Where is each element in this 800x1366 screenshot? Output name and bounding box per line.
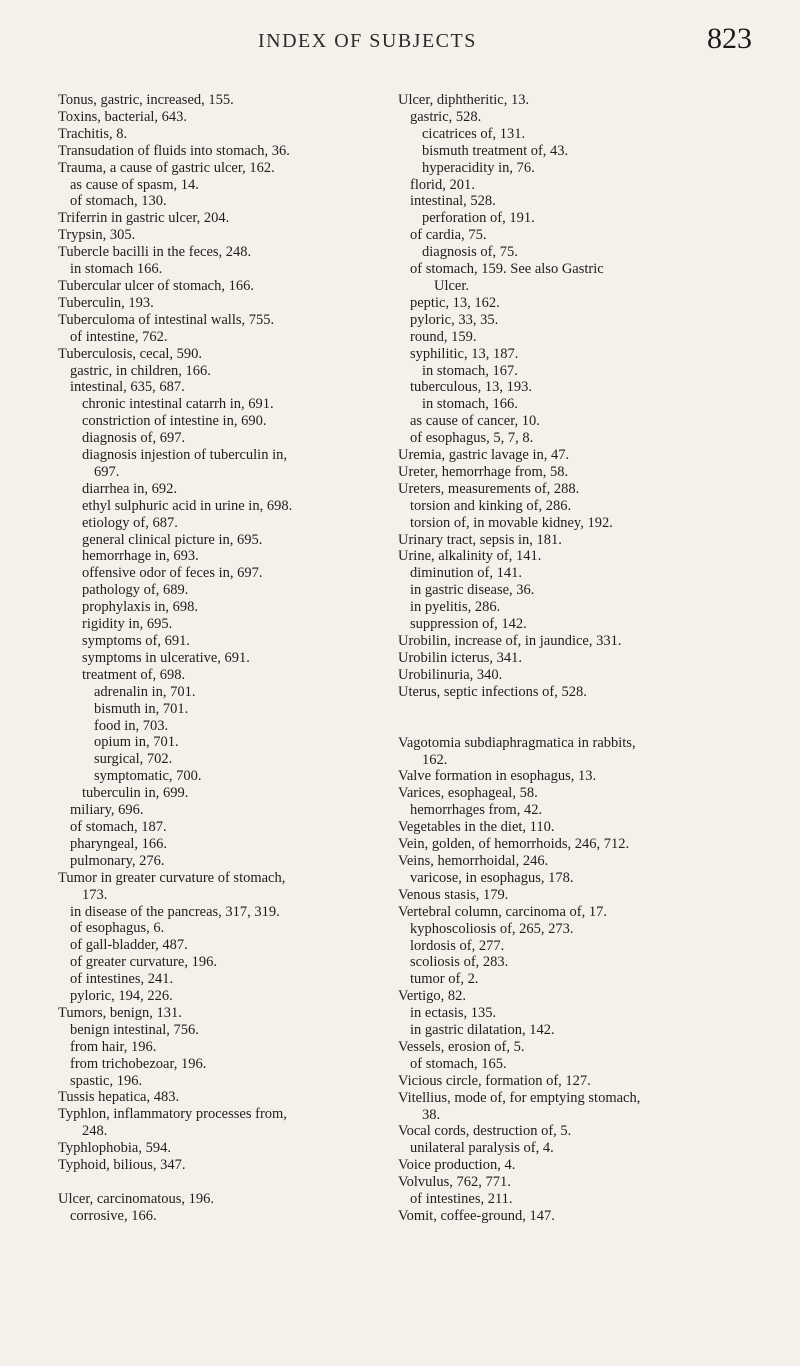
index-subentry: 173. bbox=[82, 886, 108, 903]
index-entry: Urobilin, increase of, in jaundice, 331. bbox=[398, 633, 622, 649]
index-subentry: in gastric disease, 36. bbox=[410, 582, 535, 599]
index-subentry: hyperacidity in, 76. bbox=[422, 159, 535, 176]
section-gap bbox=[58, 1174, 388, 1191]
index-entry: Transudation of fluids into stomach, 36. bbox=[58, 142, 290, 159]
index-entry: Trachitis, 8. bbox=[58, 125, 128, 142]
index-entry: Urobilinuria, 340. bbox=[398, 666, 503, 683]
index-entry: Tuberculosis, cecal, 590. bbox=[58, 345, 203, 362]
index-subentry: hemorrhages from, 42. bbox=[410, 802, 543, 819]
index-subentry: from hair, 196. bbox=[70, 1038, 157, 1055]
index-entry: Varices, esophageal, 58. bbox=[398, 785, 538, 802]
index-subentry: as cause of cancer, 10. bbox=[410, 413, 540, 430]
index-subentry: of stomach, 159. See also Gastric bbox=[410, 261, 604, 278]
index-subentry: symptomatic, 700. bbox=[94, 768, 202, 785]
index-subentry: cicatrices of, 131. bbox=[422, 125, 526, 142]
index-entry: Uremia, gastric lavage in, 47. bbox=[398, 447, 570, 464]
index-entry: Ureters, measurements of, 288. bbox=[398, 480, 580, 497]
index-entry: Valve formation in esophagus, 13. bbox=[398, 768, 597, 785]
index-subentry: intestinal, 635, 687. bbox=[70, 379, 185, 396]
index-entry: Vitellius, mode of, for emptying stomach, bbox=[398, 1089, 641, 1106]
index-subentry: of gall-bladder, 487. bbox=[70, 937, 188, 954]
index-entry: Vagotomia subdiaphragmatica in rabbits, bbox=[398, 734, 636, 751]
index-subentry: torsion of, in movable kidney, 192. bbox=[410, 514, 613, 531]
index-entry: Tuberculin, 193. bbox=[58, 294, 154, 311]
index-entry: Vomit, coffee-ground, 147. bbox=[398, 1208, 555, 1224]
index-subentry: gastric, in children, 166. bbox=[70, 362, 211, 379]
index-subentry: lordosis of, 277. bbox=[410, 937, 505, 954]
index-subentry: suppression of, 142. bbox=[410, 616, 527, 633]
index-subentry: of stomach, 187. bbox=[70, 818, 167, 835]
index-entry: Volvulus, 762, 771. bbox=[398, 1174, 511, 1191]
index-subentry: florid, 201. bbox=[410, 176, 475, 193]
index-subentry: 248. bbox=[82, 1123, 108, 1140]
index-entry: Toxins, bacterial, 643. bbox=[58, 108, 188, 125]
index-subentry: pathology of, 689. bbox=[82, 582, 189, 599]
index-subentry: benign intestinal, 756. bbox=[70, 1021, 199, 1038]
index-subentry: in gastric dilatation, 142. bbox=[410, 1022, 555, 1039]
index-subentry: from trichobezoar, 196. bbox=[70, 1055, 207, 1072]
page-header bbox=[0, 22, 800, 62]
index-subentry: of stomach, 130. bbox=[70, 193, 167, 210]
index-subentry: pulmonary, 276. bbox=[70, 852, 165, 869]
index-subentry: in disease of the pancreas, 317, 319. bbox=[70, 903, 280, 920]
index-subentry: treatment of, 698. bbox=[82, 666, 186, 683]
index-entry: Trypsin, 305. bbox=[58, 227, 136, 244]
index-subentry: adrenalin in, 701. bbox=[94, 683, 196, 700]
index-entry: Tonus, gastric, increased, 155. bbox=[58, 92, 234, 108]
index-entry: Trauma, a cause of gastric ulcer, 162. bbox=[58, 159, 275, 176]
index-subentry: prophylaxis in, 698. bbox=[82, 599, 198, 616]
index-subentry: general clinical picture in, 695. bbox=[82, 531, 263, 548]
index-subentry: in ectasis, 135. bbox=[410, 1005, 497, 1022]
index-subentry: syphilitic, 13, 187. bbox=[410, 345, 519, 362]
index-subentry: 697. bbox=[94, 463, 120, 480]
index-subentry: tuberculous, 13, 193. bbox=[410, 379, 533, 396]
index-entry: Urinary tract, sepsis in, 181. bbox=[398, 531, 562, 548]
index-entry: Vertigo, 82. bbox=[398, 988, 467, 1005]
index-entry: Ulcer, carcinomatous, 196. bbox=[58, 1191, 215, 1207]
index-subentry: food in, 703. bbox=[94, 717, 169, 734]
index-entry: Tubercle bacilli in the feces, 248. bbox=[58, 244, 252, 261]
index-subentry: in stomach 166. bbox=[70, 261, 163, 278]
index-entry: Venous stasis, 179. bbox=[398, 886, 509, 903]
index-entry: Uterus, septic infections of, 528. bbox=[398, 683, 587, 700]
index-subentry: of intestines, 211. bbox=[410, 1191, 513, 1208]
index-subentry: Ulcer. bbox=[434, 277, 470, 294]
index-entry: Voice production, 4. bbox=[398, 1157, 516, 1174]
index-entry: Ulcer, diphtheritic, 13. bbox=[398, 92, 530, 108]
index-subentry: miliary, 696. bbox=[70, 802, 144, 819]
index-entry: Tumors, benign, 131. bbox=[58, 1004, 182, 1021]
index-subentry: of greater curvature, 196. bbox=[70, 954, 217, 971]
index-subentry: in pyelitis, 286. bbox=[410, 599, 501, 616]
index-subentry: symptoms of, 691. bbox=[82, 633, 190, 649]
index-subentry: etiology of, 687. bbox=[82, 514, 178, 531]
index-subentry: symptoms in ulcerative, 691. bbox=[82, 649, 250, 666]
index-entry: Typhoid, bilious, 347. bbox=[58, 1157, 186, 1174]
index-entry: Vertebral column, carcinoma of, 17. bbox=[398, 903, 607, 920]
section-gap bbox=[398, 718, 766, 735]
index-subentry: surgical, 702. bbox=[94, 751, 173, 768]
index-subentry: bismuth in, 701. bbox=[94, 700, 189, 717]
section-gap bbox=[398, 701, 766, 718]
index-entry: Vein, golden, of hemorrhoids, 246, 712. bbox=[398, 836, 630, 853]
index-entry: Tumor in greater curvature of stomach, bbox=[58, 869, 286, 886]
index-entry: Tuberculoma of intestinal walls, 755. bbox=[58, 311, 275, 328]
index-subentry: varicose, in esophagus, 178. bbox=[410, 869, 574, 886]
index-subentry: pharyngeal, 166. bbox=[70, 835, 168, 852]
index-subentry: torsion and kinking of, 286. bbox=[410, 497, 572, 514]
index-subentry: perforation of, 191. bbox=[422, 210, 535, 227]
index-subentry: diminution of, 141. bbox=[410, 565, 522, 582]
index-subentry: diagnosis of, 697. bbox=[82, 430, 186, 447]
index-subentry: of cardia, 75. bbox=[410, 227, 487, 244]
index-subentry: constriction of intestine in, 690. bbox=[82, 413, 267, 430]
index-subentry: diarrhea in, 692. bbox=[82, 480, 178, 497]
index-entry: Typhlon, inflammatory processes from, bbox=[58, 1106, 287, 1123]
index-subentry: in stomach, 167. bbox=[422, 362, 518, 379]
index-subentry: intestinal, 528. bbox=[410, 193, 496, 210]
index-entry: Urine, alkalinity of, 141. bbox=[398, 548, 542, 565]
index-subentry: gastric, 528. bbox=[410, 108, 482, 125]
index-subentry: scoliosis of, 283. bbox=[410, 954, 509, 971]
index-subentry: rigidity in, 695. bbox=[82, 616, 173, 633]
index-entry: Vocal cords, destruction of, 5. bbox=[398, 1123, 572, 1140]
index-subentry: of intestines, 241. bbox=[70, 971, 174, 988]
index-entry: Veins, hemorrhoidal, 246. bbox=[398, 852, 549, 869]
index-subentry: opium in, 701. bbox=[94, 734, 179, 751]
index-subentry: in stomach, 166. bbox=[422, 396, 518, 413]
page-number: 823 bbox=[707, 22, 752, 55]
index-entry: Tussis hepatica, 483. bbox=[58, 1089, 180, 1106]
index-subentry: hemorrhage in, 693. bbox=[82, 548, 199, 565]
index-subentry: 162. bbox=[422, 751, 448, 768]
index-subentry: pyloric, 33, 35. bbox=[410, 311, 499, 328]
index-subentry: diagnosis of, 75. bbox=[422, 244, 518, 261]
index-subentry: chronic intestinal catarrh in, 691. bbox=[82, 396, 274, 413]
index-subentry: of esophagus, 5, 7, 8. bbox=[410, 430, 534, 447]
index-subentry: tuberculin in, 699. bbox=[82, 785, 189, 802]
index-subentry: diagnosis injestion of tuberculin in, bbox=[82, 447, 287, 464]
index-subentry: tumor of, 2. bbox=[410, 971, 479, 988]
index-subentry: corrosive, 166. bbox=[70, 1207, 157, 1224]
index-column-right bbox=[398, 92, 766, 1225]
index-subentry: kyphoscoliosis of, 265, 273. bbox=[410, 920, 574, 937]
index-subentry: ethyl sulphuric acid in urine in, 698. bbox=[82, 497, 293, 514]
index-subentry: bismuth treatment of, 43. bbox=[422, 142, 569, 159]
index-subentry: of esophagus, 6. bbox=[70, 920, 165, 937]
index-subentry: of intestine, 762. bbox=[70, 328, 168, 345]
index-subentry: pyloric, 194, 226. bbox=[70, 988, 173, 1005]
index-entry: Urobilin icterus, 341. bbox=[398, 649, 523, 666]
index-entry: Triferrin in gastric ulcer, 204. bbox=[58, 210, 230, 227]
index-subentry: of stomach, 165. bbox=[410, 1055, 507, 1072]
index-subentry: spastic, 196. bbox=[70, 1072, 143, 1089]
index-entry: Tubercular ulcer of stomach, 166. bbox=[58, 277, 254, 294]
index-subentry: peptic, 13, 162. bbox=[410, 294, 500, 311]
index-subentry: round, 159. bbox=[410, 328, 477, 345]
index-subentry: 38. bbox=[422, 1106, 441, 1123]
index-column-left bbox=[58, 92, 388, 1225]
index-subentry: unilateral paralysis of, 4. bbox=[410, 1140, 554, 1157]
index-entry: Ureter, hemorrhage from, 58. bbox=[398, 463, 569, 480]
index-subentry: as cause of spasm, 14. bbox=[70, 176, 199, 193]
running-title: INDEX OF SUBJECTS bbox=[258, 30, 477, 52]
index-subentry: offensive odor of feces in, 697. bbox=[82, 565, 263, 582]
index-entry: Vegetables in the diet, 110. bbox=[398, 819, 555, 836]
index-entry: Vicious circle, formation of, 127. bbox=[398, 1072, 591, 1089]
index-entry: Typhlophobia, 594. bbox=[58, 1140, 171, 1157]
index-entry: Vessels, erosion of, 5. bbox=[398, 1038, 525, 1055]
